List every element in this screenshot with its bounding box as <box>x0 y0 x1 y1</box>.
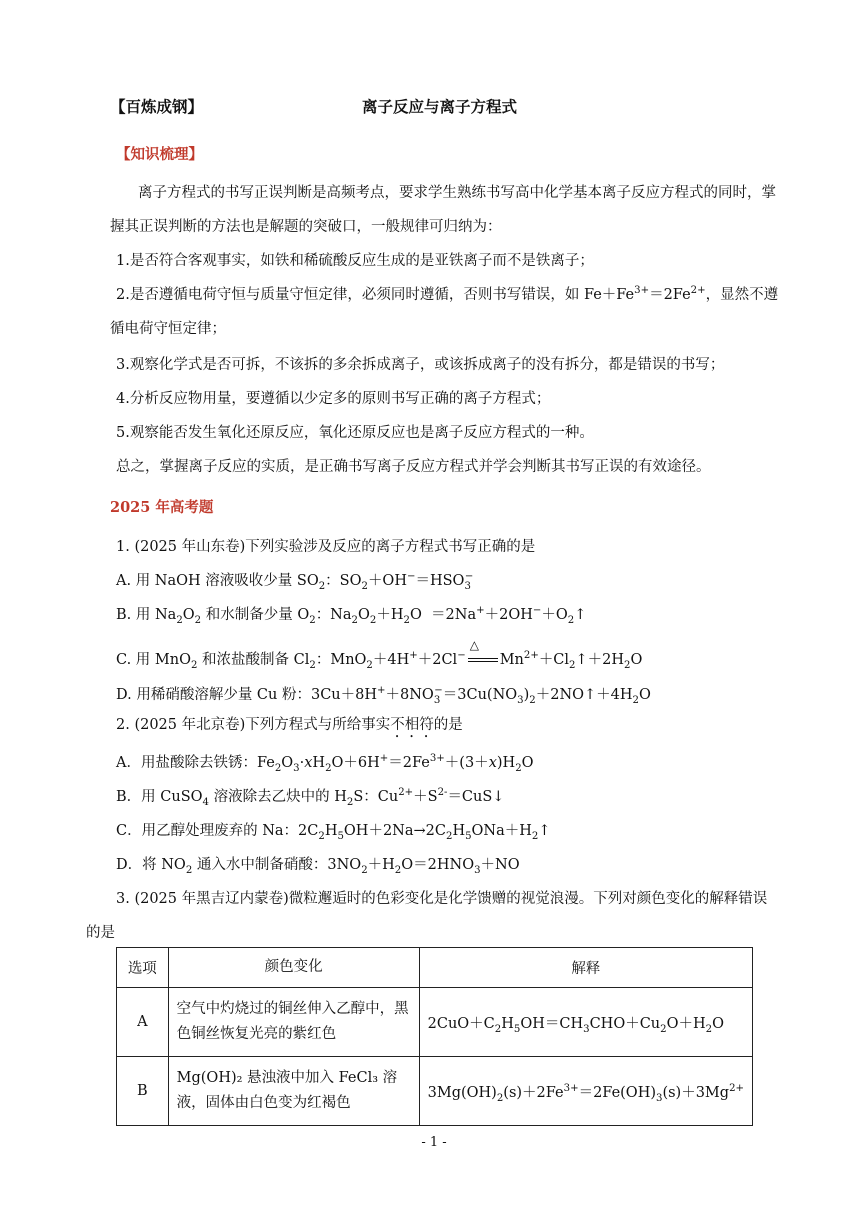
q3-stem-line-1: 3. (2025 年黑吉辽内蒙卷)微粒邂逅时的色彩变化是化学馈赠的视觉浪漫。下列对颜色变化的解释错误 <box>116 891 768 907</box>
table-header-row <box>117 948 753 988</box>
page-title: 离子反应与离子方程式 <box>362 97 518 116</box>
rule-4: 4.分析反应物用量，要遵循以少定多的原则书写正确的离子方程式； <box>116 391 551 407</box>
q2-option-d: D．将 $NO_2$ 通入水中制备硝酸：$3NO_2+H_2O=2HNO_3+NO$ <box>116 857 520 876</box>
row-b-option: B <box>117 1057 169 1126</box>
table-row <box>117 1057 753 1126</box>
section-2025-heading: 2025 年高考题 <box>110 499 214 516</box>
intro-line-2: 握其正误判断的方法也是解题的突破口，一般规律可归纳为： <box>110 219 502 235</box>
row-a-explanation: $2CuO+C_2H_5OH=CH_3CHO+Cu_2O+H_2O$ <box>419 988 752 1057</box>
q1-stem: 1. (2025 年山东卷)下列实验涉及反应的离子方程式书写正确的是 <box>116 539 536 555</box>
header-explanation: 解释 <box>419 948 752 988</box>
q3-table <box>116 947 753 1126</box>
q1-option-a: A. 用 NaOH 溶液吸收少量 $SO_2$：$SO_2+OH^-=HSO_3^-$ <box>116 571 474 592</box>
intro-line-1: 离子方程式的书写正误判断是高频考点，要求学生熟练书写高中化学基本离子反应方程式的同时，掌 <box>138 185 776 201</box>
page-number: - 1 - <box>421 1135 447 1150</box>
q2-stem-emphasis: 不相符 <box>390 717 434 733</box>
row-b-explanation: $3Mg(OH)_2(s)+2Fe^{3+}=2Fe(OH)_3(s)+3Mg^{2+}$ <box>419 1057 752 1126</box>
row-b-change: Mg(OH)₂ 悬浊液中加入 FeCl₃ 溶液，固体由白色变为红褐色 <box>168 1057 419 1126</box>
q2-stem-pre: 2. (2025 年北京卷)下列方程式与所给事实 <box>116 717 391 733</box>
summary: 总之，掌握离子反应的实质，是正确书写离子反应方程式并学会判断其书写正误的有效途径。 <box>116 459 711 475</box>
q2-stem <box>116 713 463 741</box>
rule-2-tail: ，显然不遵 <box>705 287 779 303</box>
q2-option-a: A．用盐酸除去铁锈：$Fe_2O_3\cdot xH_2O+6H^+=2Fe^{3+}+(3+x)H_2O$ <box>116 753 534 774</box>
q2-option-b: B．用 CuSO$_4$ 溶液除去乙炔中的 $H_2S$：$Cu^{2+}+S^{2-}=CuS↓$ <box>116 787 505 808</box>
rule-3: 3.观察化学式是否可拆，不该拆的多余拆成离子，或该拆成离子的没有拆分，都是错误的书写； <box>116 357 725 373</box>
rule-2-line-2: 循电荷守恒定律； <box>110 321 226 337</box>
q1-option-b: B. 用 $Na_2O_2$ 和水制备少量 $O_2$：$Na_2O_2+H_2O$ $=2Na^++2OH^-+O_2↑$ <box>116 605 587 626</box>
q3-stem-line-2: 的是 <box>86 925 115 941</box>
knowledge-heading: 【知识梳理】 <box>116 146 203 163</box>
row-a-option: A <box>117 988 169 1057</box>
rule-1: 1.是否符合客观事实，如铁和稀硫酸反应生成的是亚铁离子而不是铁离子； <box>116 253 594 269</box>
q2-option-c: C．用乙醇处理废弃的 Na：$2C_2H_5OH+2Na\to 2C_2H_5ONa+H_2↑$ <box>116 823 551 842</box>
header-color-change: 颜色变化 <box>168 948 419 988</box>
q1-option-d: D. 用稀硝酸溶解少量 Cu 粉：$3Cu+8H^++8NO_3^-=3Cu(NO_3)_2+2NO↑+4H_2O$ <box>116 685 651 706</box>
row-a-change: 空气中灼烧过的铜丝伸入乙醇中，黑色铜丝恢复光亮的紫红色 <box>168 988 419 1057</box>
rule-2: 2.是否遵循电荷守恒与质量守恒定律，必须同时遵循，否则书写错误，如 $Fe+Fe^{3+}=2Fe^{2+}$，显然不遵 <box>116 285 779 303</box>
table-row <box>117 988 753 1057</box>
header-option: 选项 <box>117 948 169 988</box>
q1-option-c: C. 用 MnO$_2$ 和浓盐酸制备 $Cl_2$：MnO$_2$＋4H+＋2Cl− △ $Mn^{2+}+Cl_2↑+2H_2O$ <box>116 638 643 671</box>
series-tag: 【百炼成钢】 <box>110 97 204 116</box>
rule-2-text: 2.是否遵循电荷守恒与质量守恒定律，必须同时遵循，否则书写错误，如 Fe＋Fe <box>116 287 635 303</box>
q2-stem-post: 的是 <box>433 717 463 733</box>
rule-5: 5.观察能否发生氧化还原反应，氧化还原反应也是离子反应方程式的一种。 <box>116 425 594 441</box>
